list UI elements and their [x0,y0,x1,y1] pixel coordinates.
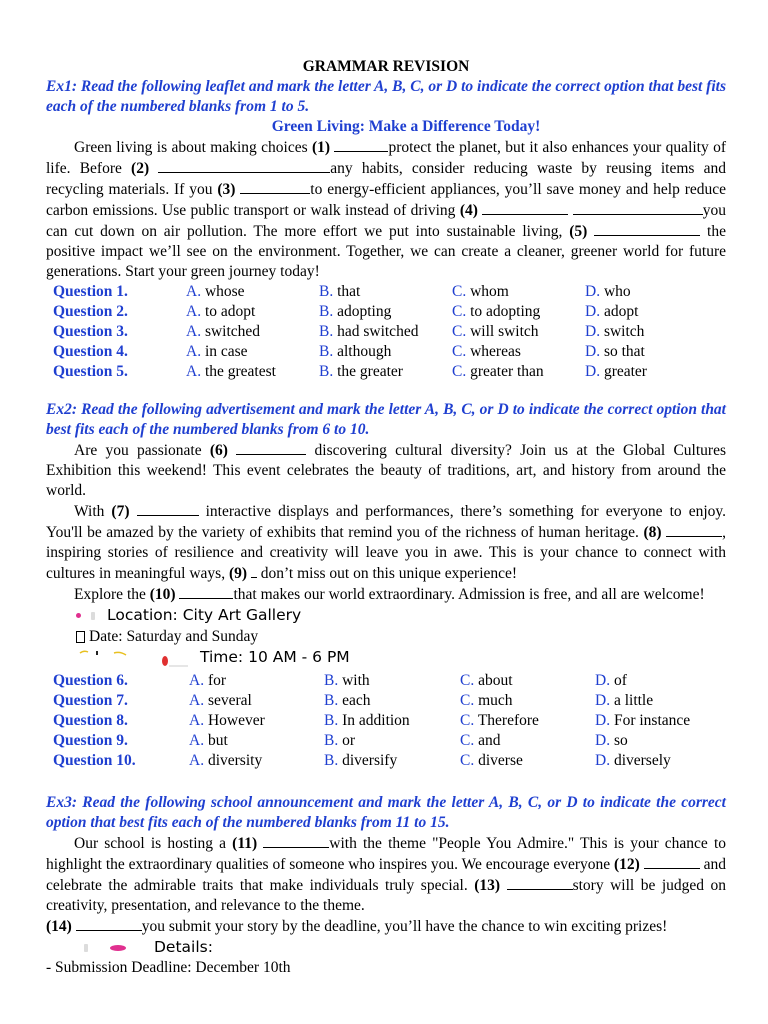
details-label: Details: [154,938,213,956]
option-a[interactable]: A. several [189,692,252,709]
option-b[interactable]: B. that [319,283,361,300]
pencil-icon [84,944,88,952]
ex1-instruction: Ex1: Read the following leaflet and mark the letter A, B, C, or D to indicate the correct option that best fits each of the numbered blanks from 1 to 5. [46,78,726,115]
ex2-passage-3 [46,584,726,605]
blank-number: (10) [149,586,176,603]
passage-text: With [74,503,112,520]
details-line [84,937,726,958]
option-c[interactable]: C. will switch [452,323,539,340]
option-d[interactable]: D. For instance [595,712,691,729]
answer-blank [240,179,310,194]
question-number: Question 2. [53,303,128,320]
question-number: Question 10. [53,752,136,769]
blank-number: (3) [217,181,236,198]
pin-icon [76,613,81,618]
location-line [76,605,726,626]
passage-text: Our school is hosting a [74,835,233,852]
passage-text: and celebrate the admirable traits that make individuals truly special. [46,856,726,894]
answer-blank [236,440,306,455]
blank-number: (9) [228,565,248,582]
question-row [53,751,726,771]
question-row [53,302,726,322]
question-row [53,322,726,342]
option-d[interactable]: D. who [585,283,631,300]
option-d[interactable]: D. a little [595,692,654,709]
option-d[interactable]: D. so [595,732,628,749]
answer-blank [158,158,330,173]
date-line [76,626,726,647]
spacer [46,771,726,793]
option-b[interactable]: B. each [324,692,371,709]
blank-number: (2) [131,160,150,177]
passage-text: any habits, consider reducing waste by reusing items and recycling materials. If you [46,160,726,198]
question-number: Question 7. [53,692,128,709]
option-a[interactable]: A. but [189,732,228,749]
ex1-questions [53,282,726,382]
option-d[interactable]: D. greater [585,363,647,380]
blank-number: (7) [111,503,130,520]
answer-blank [137,501,199,516]
deadline-line: - Submission Deadline: December 10th [46,959,291,976]
option-b[interactable]: B. with [324,672,370,689]
ex2-passage-1 [46,440,726,501]
ex3-instruction: Ex3: Read the following school announcement and mark the letter A, B, C, or D to indicate the correct option that best fits each of the numbered blanks from 11 to 15. [46,794,726,831]
option-d[interactable]: D. diversely [595,752,671,769]
passage-text: discovering cultural diversity? Join us at the Global Cultures Exhibition this weekend! This event celebrates the beauty of traditions, art, and history from around the world. [46,442,726,499]
option-a[interactable]: A. switched [186,323,261,340]
option-d[interactable]: D. switch [585,323,645,340]
passage-text: Green living is about making choices [74,139,312,156]
option-b[interactable]: B. adopting [319,303,392,320]
option-c[interactable]: C. about [460,672,513,689]
option-b[interactable]: B. or [324,732,356,749]
pencil-icon-mark [110,945,126,951]
answer-blank [573,200,703,215]
pin-icon-shadow [91,612,95,620]
answer-blank [179,584,233,599]
passage-text: to energy-efficient appliances, you’ll save money and help reduce carbon emissions. Use public transport or walk instead of driving [46,181,726,219]
option-d[interactable]: D. of [595,672,627,689]
blank-number: (11) [232,835,258,852]
question-number: Question 1. [53,283,128,300]
answer-blank [482,200,568,215]
ex2-instruction: Ex2: Read the following advertisement and mark the letter A, B, C, or D to indicate the correct option that best fits each of the numbered blanks from 6 to 10. [46,401,726,438]
answer-blank [507,875,573,890]
calendar-icon [76,631,85,643]
ex2-questions [53,671,726,771]
option-b[interactable]: B. the greater [319,363,403,380]
passage-text: you submit your story by the deadline, you’ll have the chance to win exciting prizes! [141,918,668,935]
option-a[interactable]: A. diversity [189,752,263,769]
question-number: Question 3. [53,323,128,340]
question-row [53,711,726,731]
clock-icon [76,649,196,667]
option-c[interactable]: C. Therefore [460,712,539,729]
option-d[interactable]: D. adopt [585,303,639,320]
blank-number: (13) [474,877,501,894]
blank-number: (8) [643,524,662,541]
question-row [53,671,726,691]
option-a[interactable]: A. the greatest [186,363,276,380]
option-c[interactable]: C. greater than [452,363,544,380]
option-d[interactable]: D. so that [585,343,645,360]
option-c[interactable]: C. much [460,692,513,709]
blank-number: (5) [569,223,588,240]
option-a[interactable]: A. However [189,712,265,729]
passage-text: don’t miss out on this unique experience! [256,565,518,582]
question-row [53,691,726,711]
option-a[interactable]: A. in case [186,343,248,360]
question-number: Question 4. [53,343,128,360]
ex2-passage-2 [46,501,726,584]
question-number: Question 6. [53,672,128,689]
answer-blank [666,522,722,537]
time-line [76,647,726,668]
blank-number: (12) [614,856,640,873]
blank-number: (4) [459,202,478,219]
passage-text: protect the planet, but it also enhances your quality of life. Before [46,139,727,177]
passage-text: that makes our world extraordinary. Admission is free, and all are welcome! [233,586,705,603]
question-number: Question 5. [53,363,128,380]
question-number: Question 9. [53,732,128,749]
option-b[interactable]: B. although [319,343,392,360]
question-row [53,282,726,302]
option-c[interactable]: C. whom [452,283,509,300]
answer-blank [644,854,700,869]
passage-text: with the theme "People You Admire." This is your chance to highlight the extraordinary qualities of someone who inspires you. We encourage everyone [46,835,727,873]
blank-number: (1) [311,139,331,156]
passage-text: the positive impact we’ll see on the environment. Together, we can create a cleaner, greener world for future generations. Start your green journey today! [46,223,726,280]
answer-blank [263,833,329,848]
blank-number: (14) [46,918,72,935]
time-text: Time: 10 AM - 6 PM [200,648,350,666]
spacer [46,382,726,400]
ex1-passage [46,137,726,282]
option-c[interactable]: C. diverse [460,752,523,769]
option-a[interactable]: A. to adopt [186,303,256,320]
question-number: Question 8. [53,712,128,729]
ex3-passage-1 [46,833,726,916]
question-row [53,731,726,751]
answer-blank [334,137,388,152]
question-row [53,342,726,362]
ex1-leaflet-title: Green Living: Make a Difference Today! [271,118,541,135]
passage-text: , inspiring stories of resilience and creativity will leave you in awe. This is your chance to connect with cultures in meaningful ways, [46,524,727,582]
option-a[interactable]: A. whose [186,283,245,300]
question-row [53,362,726,382]
option-b[interactable]: B. In addition [324,712,410,729]
option-a[interactable]: A. for [189,672,227,689]
option-c[interactable]: C. and [460,732,501,749]
passage-text: interactive displays and performances, there’s something for everyone to enjoy. You'll be amazed by the variety of exhibits that remind you of the richness of human heritage. [46,503,726,541]
option-b[interactable]: B. had switched [319,323,419,340]
location-text: Location: City Art Gallery [107,606,302,624]
worksheet-page [46,57,726,978]
passage-text: Explore the [74,586,150,603]
passage-text: story will be judged on creativity, presentation, and relevance to the theme. [46,877,727,914]
ex3-passage-2 [46,916,726,937]
option-b[interactable]: B. diversify [324,752,398,769]
page-title: GRAMMAR REVISION [302,58,470,75]
passage-text: you can cut down on air pollution. The more effort we put into sustainable living, [46,202,727,240]
answer-blank [594,221,700,236]
option-c[interactable]: C. to adopting [452,303,541,320]
date-text: Date: Saturday and Sunday [89,628,259,645]
option-c[interactable]: C. whereas [452,343,521,360]
answer-blank [76,916,142,931]
blank-number: (6) [209,442,228,459]
passage-text: Are you passionate [74,442,210,459]
